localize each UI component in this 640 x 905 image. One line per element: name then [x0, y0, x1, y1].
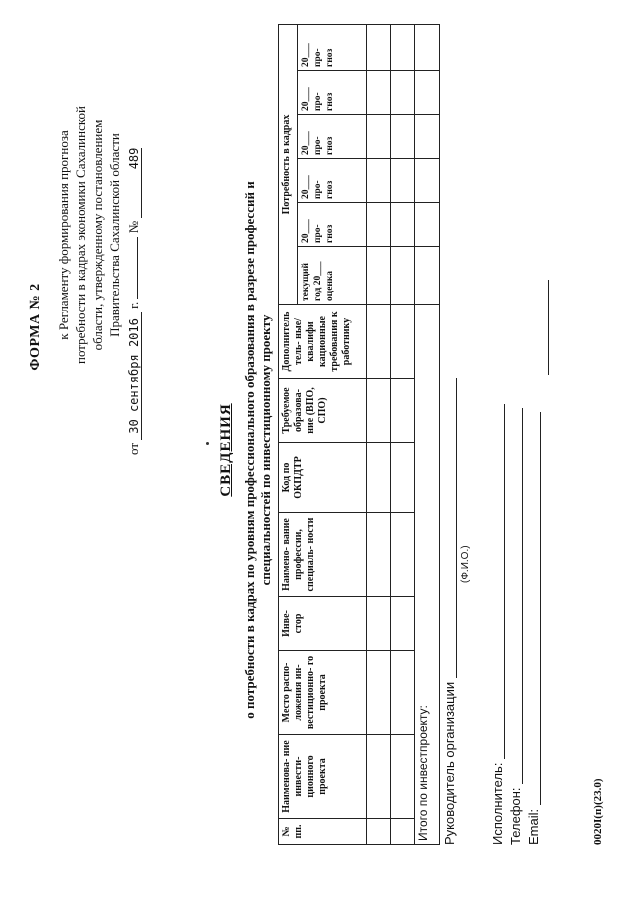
col-header-forecast-3: 20___ про- гноз [298, 115, 367, 159]
regulation-line-1: к Регламенту формирования прогноза [56, 130, 71, 340]
head-label: Руководитель организации [442, 681, 457, 845]
table-cell[interactable] [367, 305, 391, 379]
col-header-requirements: Дополнитель тель- ные/квалифи кационные требования к работнику [279, 305, 367, 379]
table-row [367, 24, 391, 844]
staffing-needs-table [278, 24, 440, 845]
table-cell[interactable] [391, 819, 415, 845]
date-year-suffix: г. [126, 301, 141, 309]
col-header-forecast-4: 20___ про- гноз [298, 71, 367, 115]
date-value: 30 сентября 2016 [127, 312, 142, 440]
form-title: ФОРМА № 2 [28, 283, 43, 371]
executor-label: Исполнитель: [490, 762, 505, 845]
separator-line [548, 280, 549, 375]
email-line [526, 412, 541, 845]
table-cell[interactable] [367, 651, 391, 735]
table-cell[interactable] [391, 379, 415, 443]
table-cell[interactable] [367, 24, 391, 70]
col-header-education: Требуемое образова- ние (ВПО, СПО) [279, 379, 367, 443]
col-header-project-name: Наименова- ние инвести- ционного проекта [279, 735, 367, 819]
table-cell[interactable] [367, 379, 391, 443]
table-cell[interactable] [391, 735, 415, 819]
table-cell[interactable] [367, 71, 391, 115]
executor-field[interactable] [504, 404, 505, 759]
table-header-row [279, 24, 298, 844]
document-header [20, 15, 282, 885]
form-code: 0020I(п)(23.0) [592, 778, 604, 845]
col-header-forecast-2: 20___ про- гноз [298, 159, 367, 203]
table-cell[interactable] [367, 159, 391, 203]
table-cell[interactable] [367, 115, 391, 159]
head-signature-line [442, 378, 457, 845]
table-cell[interactable] [367, 597, 391, 651]
email-field[interactable] [540, 412, 541, 805]
resolution-date-line [126, 55, 142, 455]
col-header-forecast-1: 20___ про- гноз [298, 203, 367, 247]
table-cell[interactable] [367, 735, 391, 819]
table-cell[interactable] [391, 115, 415, 159]
col-header-current-year: текущий год 20___ оценка [298, 247, 367, 305]
col-header-location: Место распо- ложения ин- вестиционно- го проекта [279, 651, 367, 735]
table-cell[interactable] [391, 443, 415, 513]
regulation-line-4: Правительства Сахалинской области [107, 133, 122, 337]
phone-label: Телефон: [508, 787, 523, 845]
table-cell[interactable] [391, 513, 415, 597]
phone-line [508, 408, 523, 845]
table-cell[interactable] [391, 247, 415, 305]
number-label: № [126, 220, 141, 234]
number-value: 489 [127, 148, 142, 218]
table-cell[interactable] [391, 305, 415, 379]
table-cell[interactable] [367, 513, 391, 597]
table-cell[interactable] [391, 159, 415, 203]
table-cell[interactable] [391, 597, 415, 651]
scan-dot [206, 442, 209, 445]
table-cell[interactable] [391, 203, 415, 247]
table-cell[interactable] [391, 24, 415, 70]
table-cell[interactable] [367, 443, 391, 513]
regulation-line-3: области, утвержденному постановлением [90, 119, 105, 351]
table-cell[interactable] [391, 71, 415, 115]
date-blank-line [137, 237, 138, 299]
table-cell[interactable] [367, 203, 391, 247]
total-label: Итого по инвестпроекту: [415, 305, 440, 845]
table-cell[interactable] [391, 651, 415, 735]
col-header-forecast-5: 20___ про- гноз [298, 24, 367, 70]
col-group-staff-need: Потребность в кадрах [279, 24, 298, 304]
email-label: Email: [526, 808, 541, 845]
table-row [391, 24, 415, 844]
document-subtitle-2: специальностей по инвестиционному проекту [258, 314, 273, 586]
date-prefix: от [126, 442, 141, 455]
executor-line [490, 404, 505, 845]
col-header-okpdtr: Код по ОКПДТР [279, 443, 367, 513]
col-header-investor: Инве- стор [279, 597, 367, 651]
col-header-number: № пп. [279, 819, 367, 845]
table-cell[interactable] [367, 247, 391, 305]
head-signature-field[interactable] [456, 378, 457, 678]
phone-field[interactable] [522, 408, 523, 784]
col-header-profession: Наимено- вание профессии, специаль- ности [279, 513, 367, 597]
fio-caption: (Ф.И.О.) [460, 545, 471, 583]
document-title: СВЕДЕНИЯ [218, 403, 234, 497]
regulation-line-2: потребности в кадрах экономики Сахалинской [73, 106, 88, 364]
table-cell[interactable] [367, 819, 391, 845]
document-subtitle-1: о потребности в кадрах по уровням профессионального образования в разрезе профессий и [242, 181, 257, 719]
signature-block [430, 25, 620, 845]
